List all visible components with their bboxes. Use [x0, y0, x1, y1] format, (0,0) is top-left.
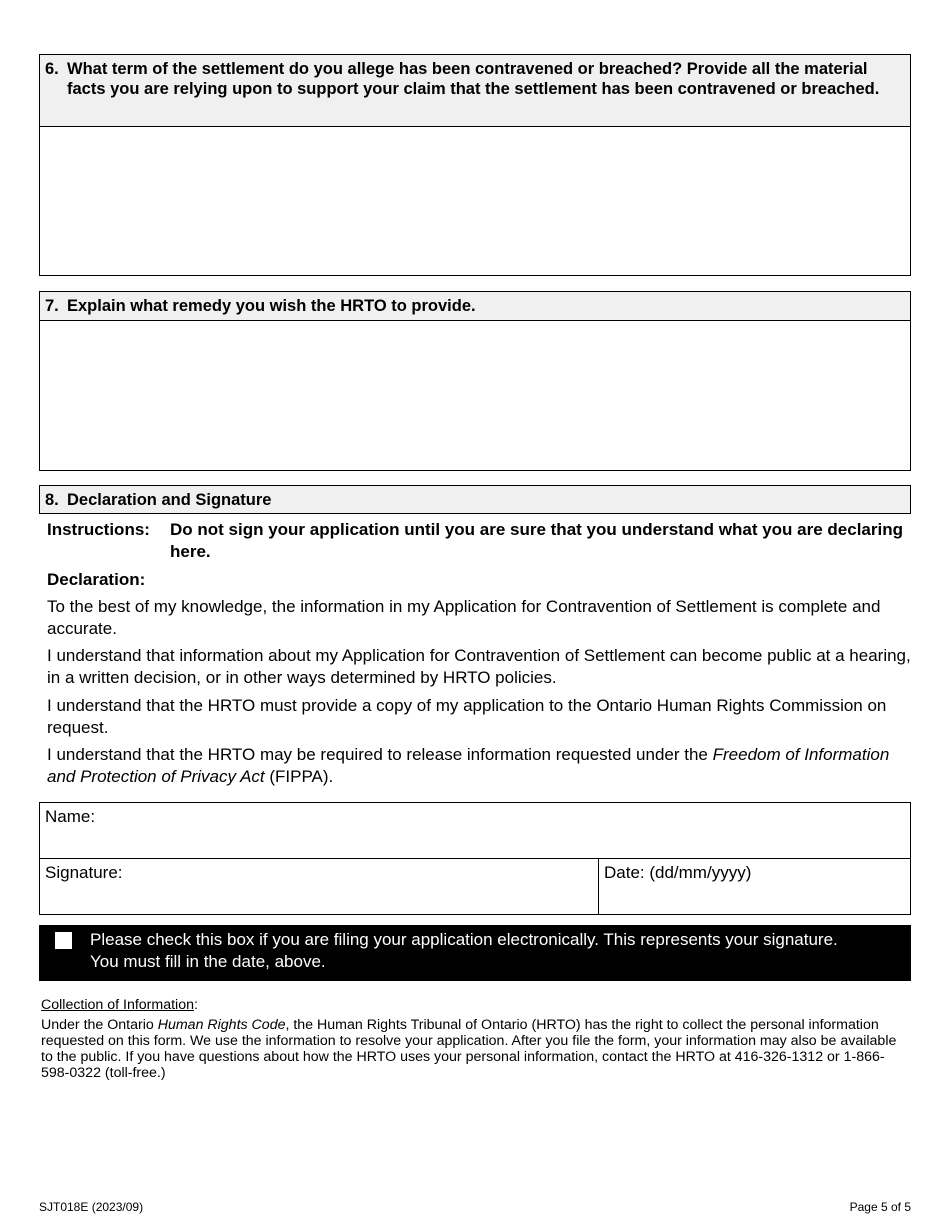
name-field[interactable]: [40, 803, 910, 859]
signature-table: [39, 802, 911, 915]
instructions-label: Instructions:: [47, 520, 150, 539]
electronic-filing-checkbox[interactable]: [55, 932, 72, 949]
question-7-number: 7.: [45, 297, 59, 315]
question-7-text: Explain what remedy you wish the HRTO to provide.: [67, 297, 476, 315]
question-7-section: [39, 291, 911, 471]
question-6-answer-field[interactable]: [40, 127, 910, 275]
date-field[interactable]: [599, 859, 910, 914]
question-8-number: 8.: [45, 491, 59, 509]
signature-field[interactable]: [40, 859, 599, 914]
question-8-header-box: [39, 485, 911, 514]
human-rights-code-title: Human Rights Code: [157, 1017, 286, 1033]
question-8-header: [40, 486, 910, 513]
collection-heading: [41, 997, 198, 1013]
date-label: Date: (dd/mm/yyyy): [604, 863, 752, 882]
fippa-act-title: Freedom of Information and Protection of Privacy Act: [47, 745, 890, 786]
collection-heading-text: Collection of Information: [41, 997, 194, 1013]
form-code: SJT018E (2023/09): [39, 1200, 144, 1214]
electronic-filing-text: Please check this box if you are filing your application electronically. This represents your signature. You must fill in the date, above.: [90, 930, 838, 971]
instructions-text: Do not sign your application until you are sure that you understand what you are declaring here.: [170, 520, 903, 561]
declaration-paragraph-4: [47, 744, 913, 788]
question-8-title: Declaration and Signature: [67, 491, 272, 509]
electronic-filing-banner: [39, 925, 911, 981]
collection-text-b: , the Human Rights Tribunal of Ontario (HRTO) has the right to collect the personal information requested on this form. We use the information to resolve your application. After you file the form, your information may also be available to the public. If you have questions about how the HRTO uses your personal information, contact the HRTO at 416-326-1312 or 1-866-598-0322 (toll-free.): [41, 1017, 897, 1081]
question-7-answer-field[interactable]: [40, 321, 910, 470]
question-7-header: [40, 292, 910, 321]
collection-text-a: Under the Ontario: [41, 1017, 158, 1033]
collection-heading-colon: :: [194, 997, 198, 1013]
question-6-header: [40, 55, 910, 127]
para4-text-a: I understand that the HRTO may be required to release information requested under the: [47, 745, 713, 764]
declaration-paragraph-1: To the best of my knowledge, the information in my Application for Contravention of Settlement is complete and accurate.: [47, 597, 881, 638]
declaration-paragraph-3: I understand that the HRTO must provide a copy of my application to the Ontario Human Rights Commission on request.: [47, 696, 887, 737]
declaration-paragraph-2: I understand that information about my Application for Contravention of Settlement can become public at a hearing, in a written decision, or in other ways determined by HRTO policies.: [47, 646, 911, 687]
para4-text-b: (FIPPA).: [264, 767, 334, 786]
question-6-number: 6.: [45, 60, 59, 78]
question-6-text: What term of the settlement do you allege has been contravened or breached? Provide all the material facts you are relying upon to support your claim that the settlement has been contravened or breached.: [67, 60, 880, 98]
declaration-label: Declaration:: [47, 570, 146, 589]
page-number: Page 5 of 5: [849, 1200, 911, 1214]
signature-label: Signature:: [45, 863, 123, 882]
collection-text: [41, 1017, 907, 1081]
question-6-section: [39, 54, 911, 276]
instructions-block: [47, 519, 907, 563]
name-label: Name:: [45, 807, 96, 826]
